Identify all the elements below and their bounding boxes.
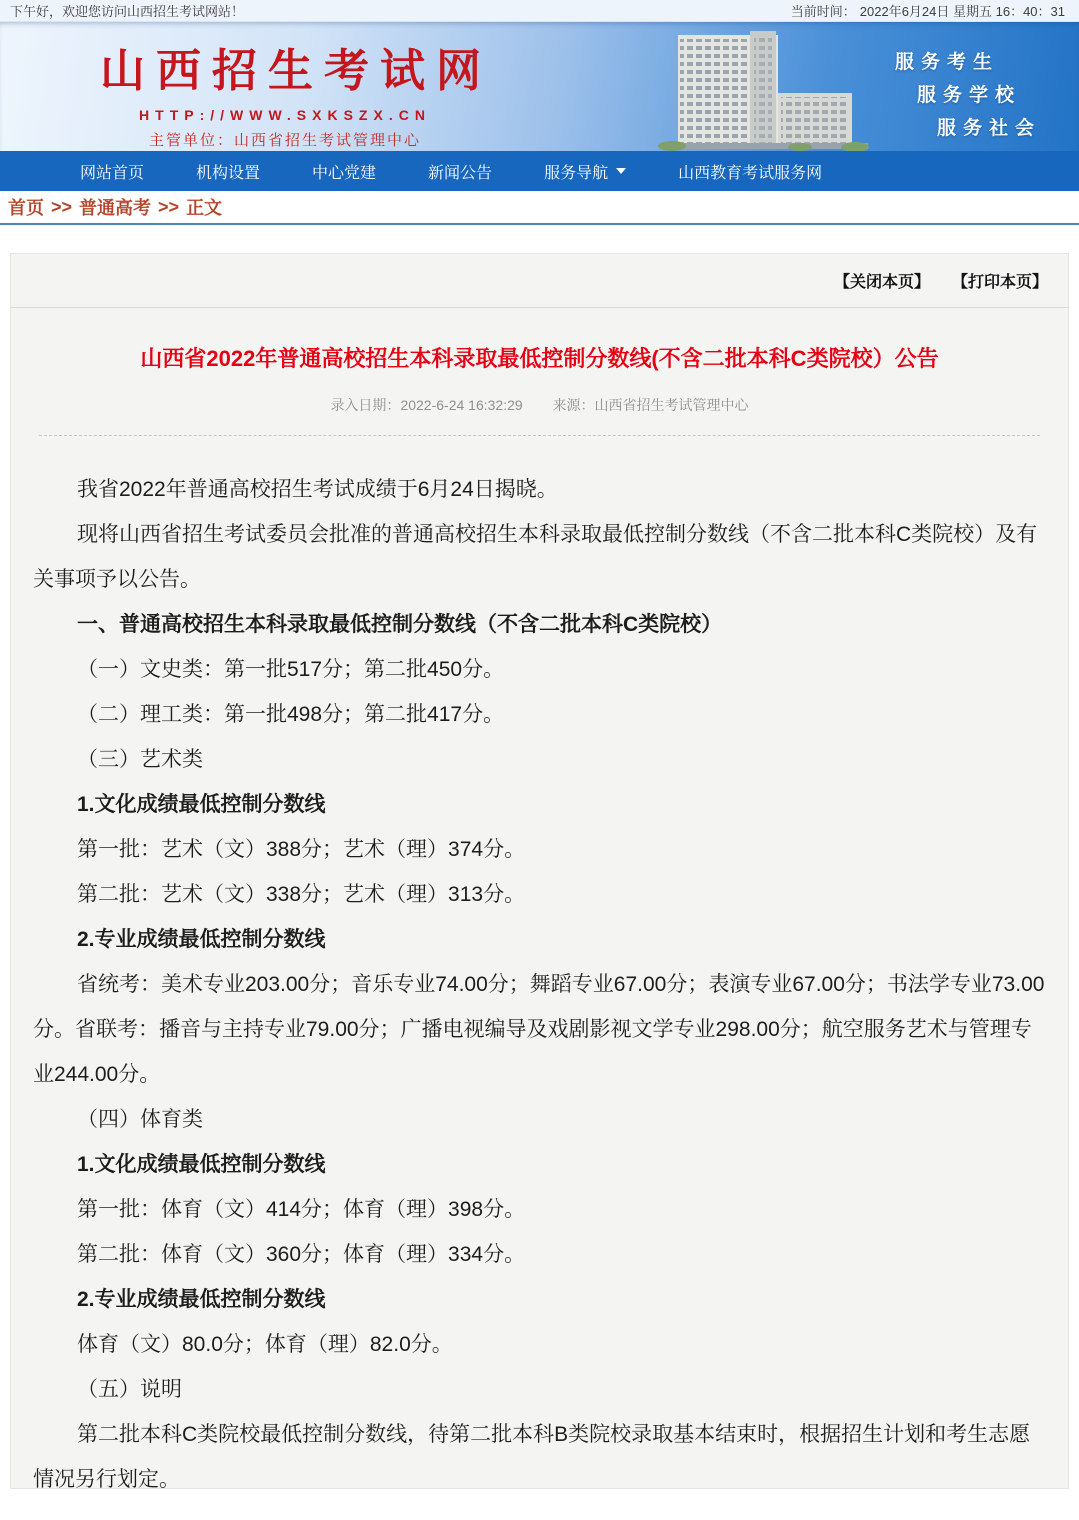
chevron-down-icon: [616, 168, 626, 174]
slogan-line: 服务社会: [936, 118, 1041, 139]
article-paragraph: 第一批：体育（文）414分；体育（理）398分。: [77, 1198, 526, 1221]
article-paragraph: （一）文史类：第一批517分；第二批450分。: [77, 658, 505, 681]
article-paragraph: 第二批：体育（文）360分；体育（理）334分。: [77, 1243, 526, 1266]
nav-item-label: 机构设置: [196, 164, 261, 182]
article-paragraph: 现将山西省招生考试委员会批准的普通高校招生本科录取最低控制分数线（不含二批本科C类院校）及有关事项予以公告。: [33, 523, 1038, 591]
entry-date: 录入日期：2022-6-24 16:32:29: [330, 397, 523, 413]
article-actions: [11, 254, 1068, 308]
breadcrumb-link[interactable]: 普通高考: [79, 198, 152, 218]
nav-item[interactable]: [428, 160, 492, 183]
article-paragraph: 省统考：美术专业203.00分；音乐专业74.00分；舞蹈专业67.00分；表演专业67.00分；书法学专业73.00分。省联考：播音与主持专业79.00分；广播电视编导及戏剧影视文学专业298.00分；航空服务艺术与管理专业244.00分。: [33, 973, 1045, 1086]
current-time-value: 2022年6月24日 星期五 16：40：31: [859, 4, 1065, 19]
current-time-label: 当前时间：: [790, 4, 856, 19]
nav-item-label: 新闻公告: [428, 164, 493, 182]
article-paragraph: 1.文化成绩最低控制分数线: [77, 1153, 326, 1176]
slogan-line: 服务考生: [894, 52, 999, 73]
article-paragraph: （五）说明: [77, 1378, 182, 1401]
breadcrumb-separator: >>: [158, 196, 180, 217]
article-paragraph: 第二批：艺术（文）338分；艺术（理）313分。: [77, 883, 526, 906]
breadcrumb: [0, 191, 1079, 225]
nav-item-label: 中心党建: [312, 164, 377, 182]
breadcrumb-separator: >>: [51, 196, 73, 217]
nav-item[interactable]: [80, 160, 144, 183]
breadcrumb-link[interactable]: 首页: [8, 198, 44, 218]
site-name: 山西招生考试网: [100, 45, 493, 96]
source: 来源：山西省招生考试管理中心: [552, 397, 749, 413]
article-body: [11, 436, 1068, 1502]
nav-item[interactable]: [196, 160, 260, 183]
top-utility-bar: [0, 0, 1079, 22]
welcome-text: 下午好，欢迎您访问山西招生考试网站！: [10, 4, 245, 19]
nav-item-label: 山西教育考试服务网: [678, 164, 823, 182]
article-paragraph: 2.专业成绩最低控制分数线: [77, 1288, 326, 1311]
site-supervisor: 主管单位：山西省招生考试管理中心: [148, 132, 421, 149]
nav-item-label: 网站首页: [80, 164, 145, 182]
close-page-button[interactable]: 【关闭本页】: [833, 274, 930, 291]
article-paragraph: 1.文化成绩最低控制分数线: [77, 793, 326, 816]
print-page-button[interactable]: 【打印本页】: [951, 274, 1048, 291]
page-title: 山西省2022年普通高校招生本科录取最低控制分数线(不含二批本科C类院校）公告: [140, 346, 939, 371]
article-paragraph: 一、普通高校招生本科录取最低控制分数线（不含二批本科C类院校）: [77, 613, 723, 636]
article-paragraph: （三）艺术类: [77, 748, 203, 771]
site-header: [0, 22, 1079, 151]
nav-item[interactable]: [312, 160, 376, 183]
site-url: HTTP://WWW.SXKSZX.CN: [139, 107, 431, 123]
nav-item-label: 服务导航: [544, 164, 609, 182]
current-time: [791, 1, 1065, 20]
slogan-line: 服务学校: [916, 85, 1021, 106]
site-logo[interactable]: [100, 34, 493, 150]
article-paragraph: 我省2022年普通高校招生考试成绩于6月24日揭晓。: [77, 478, 558, 501]
nav-item[interactable]: [544, 160, 626, 183]
nav-item[interactable]: [678, 160, 822, 183]
article-paragraph: 第一批：艺术（文）388分；艺术（理）374分。: [77, 838, 526, 861]
article-card: [10, 253, 1069, 1489]
breadcrumb-current: 正文: [186, 198, 223, 218]
article-meta: [11, 395, 1068, 415]
slogan-list: [819, 46, 1079, 145]
article-paragraph: 2.专业成绩最低控制分数线: [77, 928, 326, 951]
nav-menu: [0, 151, 1079, 191]
article-paragraph: 第二批本科C类院校最低控制分数线，待第二批本科B类院校录取基本结束时，根据招生计划和考生志愿情况另行划定。: [33, 1423, 1031, 1491]
article-paragraph: 体育（文）80.0分；体育（理）82.0分。: [77, 1333, 453, 1356]
article-paragraph: （四）体育类: [77, 1108, 203, 1131]
article-paragraph: （二）理工类：第一批498分；第二批417分。: [77, 703, 505, 726]
